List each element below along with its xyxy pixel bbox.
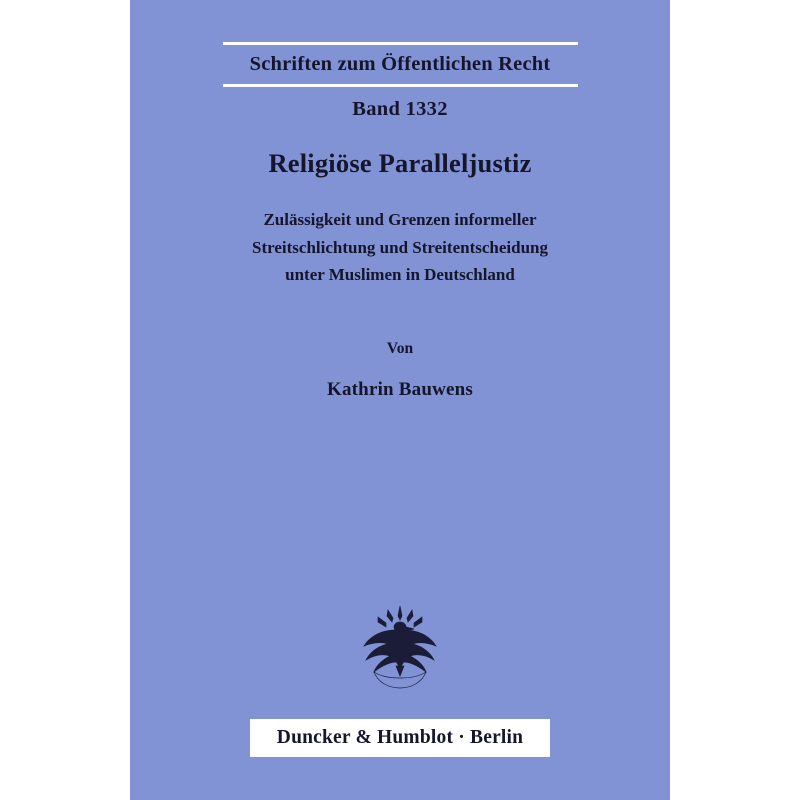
publisher-emblem-icon <box>352 602 448 694</box>
series-rule-top <box>223 42 578 45</box>
author-name: Kathrin Bauwens <box>326 379 474 400</box>
subtitle-line-2: Streitschlichtung und Streitentscheidung <box>252 237 548 257</box>
series-title: Schriften zum Öffentlichen Recht <box>249 53 551 75</box>
subtitle-line-1: Zulässigkeit und Grenzen informeller <box>263 210 537 229</box>
subtitle-line-3: unter Muslimen in Deutschland <box>285 265 515 285</box>
page-title: Religiöse Paralleljustiz <box>268 148 532 178</box>
publisher-name: Duncker & Humblot · Berlin <box>276 727 524 748</box>
series-rule-bottom <box>223 84 578 87</box>
subtitle <box>130 206 670 289</box>
book-cover <box>130 0 670 800</box>
series-block <box>130 42 670 121</box>
byline-label: Von <box>386 340 414 357</box>
publisher-bar <box>250 719 550 757</box>
series-volume: Band 1332 <box>352 97 448 120</box>
